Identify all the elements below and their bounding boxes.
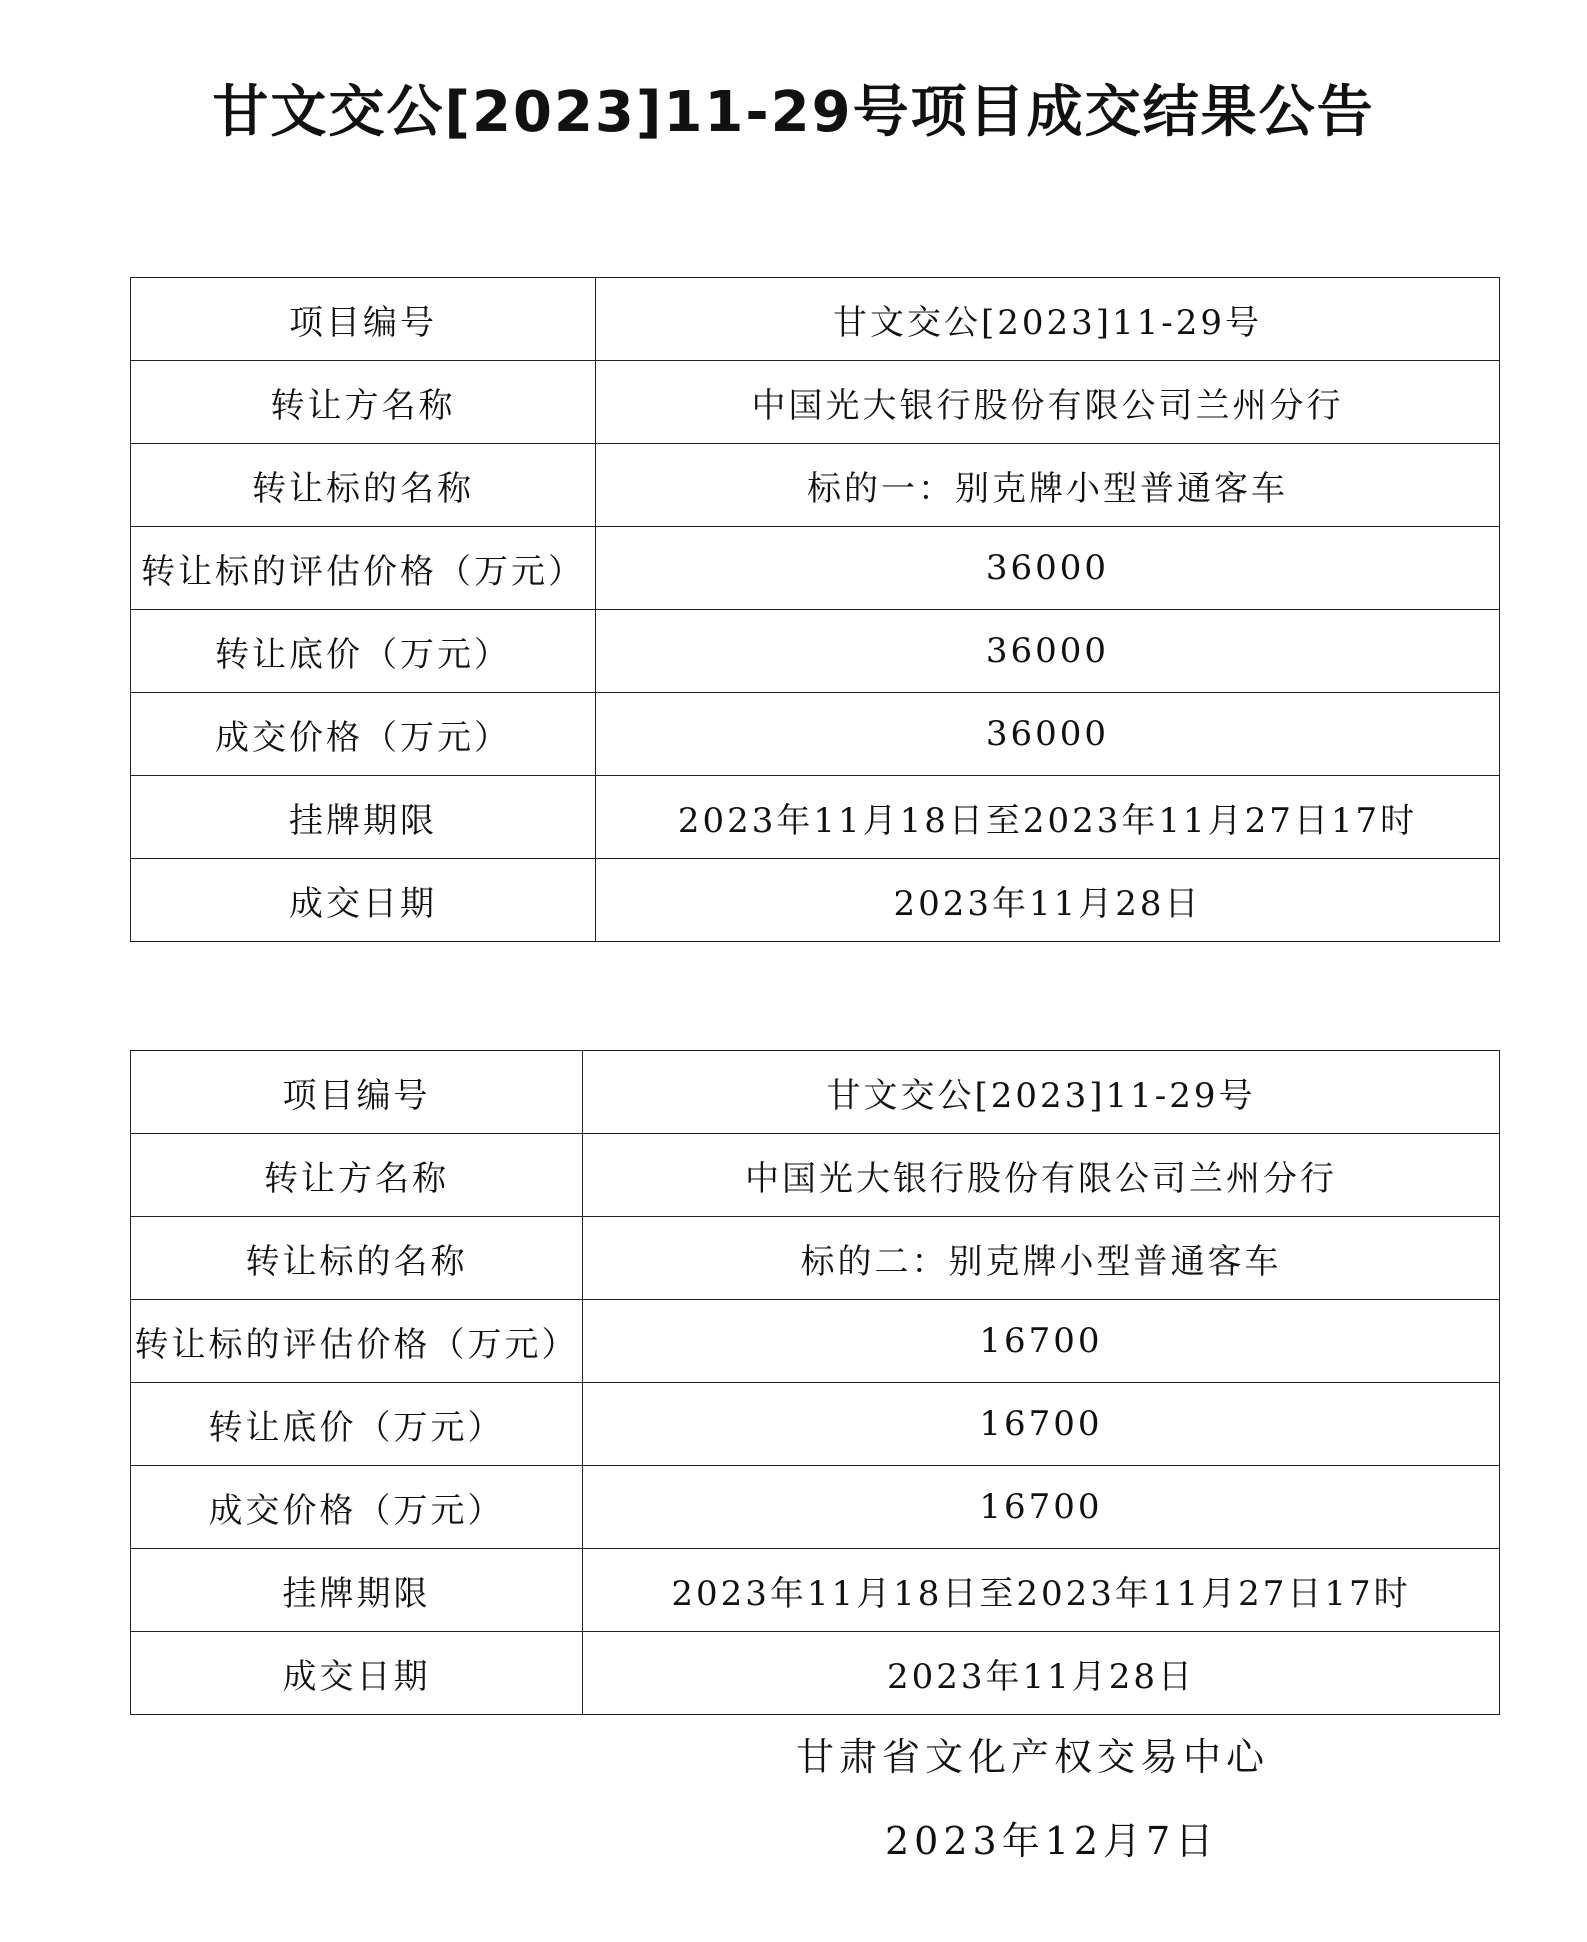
- table-row: [131, 859, 1500, 942]
- row-label: 转让标的评估价格（万元）: [131, 527, 596, 610]
- row-value: 2023年11月18日至2023年11月27日17时: [583, 1549, 1500, 1632]
- row-value: 36000: [596, 610, 1500, 693]
- lot-one-table: [130, 277, 1500, 942]
- row-value: 中国光大银行股份有限公司兰州分行: [596, 361, 1500, 444]
- table-row: [131, 1300, 1500, 1383]
- row-value: 中国光大银行股份有限公司兰州分行: [583, 1134, 1500, 1217]
- table-row: [131, 1217, 1500, 1300]
- row-value: 标的一：别克牌小型普通客车: [596, 444, 1500, 527]
- row-label: 项目编号: [131, 1051, 583, 1134]
- lot-two-table: [130, 1050, 1500, 1715]
- row-label: 成交日期: [131, 859, 596, 942]
- row-value: 2023年11月28日: [596, 859, 1500, 942]
- table-row: [131, 1549, 1500, 1632]
- table-row: [131, 1383, 1500, 1466]
- table-row: [131, 1051, 1500, 1134]
- table-row: [131, 693, 1500, 776]
- row-label: 转让方名称: [131, 1134, 583, 1217]
- row-label: 项目编号: [131, 278, 596, 361]
- table-row: [131, 1632, 1500, 1715]
- row-label: 转让底价（万元）: [131, 1383, 583, 1466]
- table-row: [131, 444, 1500, 527]
- table-row: [131, 1134, 1500, 1217]
- table-row: [131, 527, 1500, 610]
- issuing-organization: 甘肃省文化产权交易中心: [796, 1735, 1270, 1779]
- row-value: 甘文交公[2023]11-29号: [596, 278, 1500, 361]
- row-label: 转让标的名称: [131, 1217, 583, 1300]
- table-row: [131, 1466, 1500, 1549]
- row-label: 转让标的评估价格（万元）: [131, 1300, 583, 1383]
- row-value: 16700: [583, 1466, 1500, 1549]
- table-row: [131, 776, 1500, 859]
- row-label: 成交日期: [131, 1632, 583, 1715]
- row-label: 挂牌期限: [131, 776, 596, 859]
- table-row: [131, 361, 1500, 444]
- row-label: 转让底价（万元）: [131, 610, 596, 693]
- row-value: 16700: [583, 1300, 1500, 1383]
- row-value: 甘文交公[2023]11-29号: [583, 1051, 1500, 1134]
- row-value: 2023年11月28日: [583, 1632, 1500, 1715]
- table-row: [131, 278, 1500, 361]
- row-value: 标的二：别克牌小型普通客车: [583, 1217, 1500, 1300]
- row-label: 转让标的名称: [131, 444, 596, 527]
- row-value: 16700: [583, 1383, 1500, 1466]
- table-row: [131, 610, 1500, 693]
- row-value: 36000: [596, 527, 1500, 610]
- row-label: 成交价格（万元）: [131, 693, 596, 776]
- row-label: 转让方名称: [131, 361, 596, 444]
- row-value: 2023年11月18日至2023年11月27日17时: [596, 776, 1500, 859]
- page-title: 甘文交公[2023]11-29号项目成交结果公告: [212, 80, 1375, 145]
- row-label: 挂牌期限: [131, 1549, 583, 1632]
- row-label: 成交价格（万元）: [131, 1466, 583, 1549]
- issue-date: 2023年12月7日: [885, 1819, 1219, 1863]
- row-value: 36000: [596, 693, 1500, 776]
